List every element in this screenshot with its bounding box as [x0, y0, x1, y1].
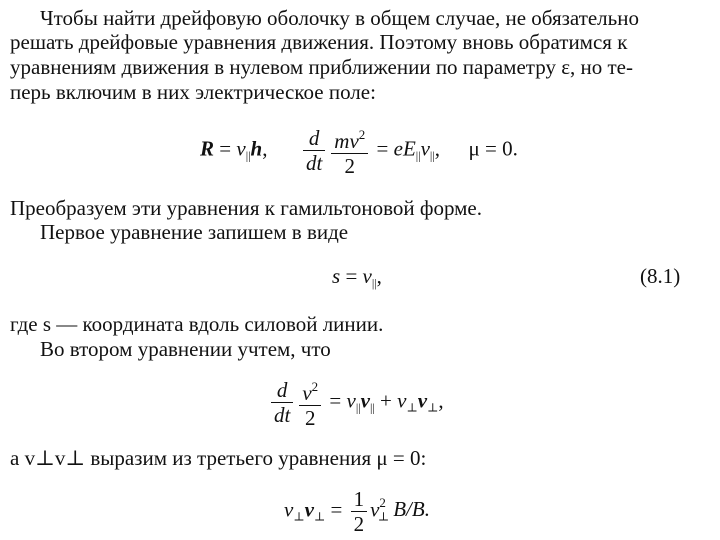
- eq1-frac-den: dt: [305, 151, 323, 175]
- eq3-t2s: ⊥: [406, 400, 418, 415]
- eq1-derivative-fraction: [303, 127, 325, 174]
- paragraph-line: Во втором уравнении учтем, что: [40, 337, 331, 361]
- eq4-rtail: B/B.: [393, 497, 430, 522]
- eq4-lv: v: [284, 497, 294, 522]
- paragraph-line: а v⊥v⊥ выразим из третьего уравнения μ = 0:: [10, 446, 427, 470]
- eq1-sep: ,: [262, 136, 268, 161]
- eq4-rsub: ⊥: [377, 509, 390, 524]
- eq1-mv: mv: [334, 129, 359, 153]
- eq3-t1s: ||: [355, 400, 361, 415]
- eq1-ee: eE: [393, 136, 416, 161]
- eq1-r: R: [200, 136, 215, 161]
- eq3-energy-fraction: [299, 376, 321, 429]
- eq3-t1v2: v: [360, 388, 370, 413]
- eq4-frac-den: 2: [353, 512, 365, 536]
- equation-motion: [200, 124, 518, 177]
- eq1-v2-sub: ||: [429, 148, 435, 163]
- eq3-derivative-fraction: [271, 379, 293, 426]
- eq1-frac-num: d: [303, 127, 325, 151]
- eq1-pow: 2: [358, 127, 366, 142]
- eq2-tail: ,: [376, 264, 382, 288]
- paragraph-line: решать дрейфовые уравнения движения. Поэтому вновь обратимся к: [10, 30, 628, 54]
- eq1-v-sub: ||: [245, 148, 251, 163]
- eq3-t1v: v: [346, 388, 356, 413]
- eq2-v: v: [362, 264, 372, 288]
- eq1-eq: =: [214, 136, 237, 161]
- eq4-eq: =: [325, 497, 348, 522]
- eq1-h: h: [250, 136, 263, 161]
- eq4-ls2: ⊥: [313, 509, 326, 524]
- eq3-frac2-den: 2: [305, 406, 316, 430]
- eq3-t2s2: ⊥: [427, 400, 439, 415]
- eq1-v: v: [236, 136, 246, 161]
- eq3-plus: +: [374, 388, 398, 413]
- eq4-lv2: v: [304, 497, 314, 522]
- eq4-ls: ⊥: [293, 509, 305, 524]
- eq1-ee-sub: ||: [415, 148, 421, 163]
- eq1-eq2: =: [371, 136, 394, 161]
- eq2-s: s: [332, 264, 341, 288]
- eq3-frac-num: d: [271, 379, 293, 403]
- eq3-t1s2: ||: [369, 400, 375, 415]
- eq3-tail: ,: [438, 388, 444, 413]
- eq2-v-sub: ||: [371, 276, 377, 290]
- paragraph-line: Первое уравнение запишем в виде: [40, 220, 349, 244]
- equation-velocity-derivative: [268, 376, 444, 429]
- eq1-mu: μ = 0.: [468, 136, 518, 161]
- eq3-frac-den: dt: [274, 403, 291, 427]
- equation-number: (8.1): [640, 264, 681, 288]
- eq4-frac-num: 1: [351, 488, 368, 512]
- paragraph-line: уравнениям движения в нулевом приближении по параметру ε, но те-: [10, 55, 633, 79]
- eq3-v: v: [302, 381, 312, 405]
- eq4-rpow: 2: [379, 495, 386, 511]
- eq3-pow: 2: [311, 379, 319, 394]
- paragraph-line: перь включим в них электрическое поле:: [10, 80, 376, 104]
- eq2-eq: =: [340, 264, 363, 288]
- paragraph-line: Чтобы найти дрейфовую оболочку в общем случае, не обязательно: [40, 6, 639, 30]
- equation-8-1: [332, 264, 382, 291]
- equation-perp-velocity: [284, 488, 430, 535]
- eq3-t2v2: v: [417, 388, 428, 413]
- paragraph-line: Преобразуем эти уравнения к гамильтоновой форме.: [10, 196, 483, 220]
- paragraph-line: где s — координата вдоль силовой линии.: [10, 312, 384, 336]
- eq4-half-fraction: [351, 488, 368, 535]
- eq3-t2v: v: [397, 388, 407, 413]
- eq1-frac2-den: 2: [344, 154, 356, 178]
- eq1-tail-sep: ,: [434, 136, 440, 161]
- eq3-eq: =: [324, 388, 347, 413]
- eq1-v2: v: [420, 136, 430, 161]
- eq4-rv: v: [370, 497, 380, 522]
- eq1-energy-fraction: [331, 124, 368, 177]
